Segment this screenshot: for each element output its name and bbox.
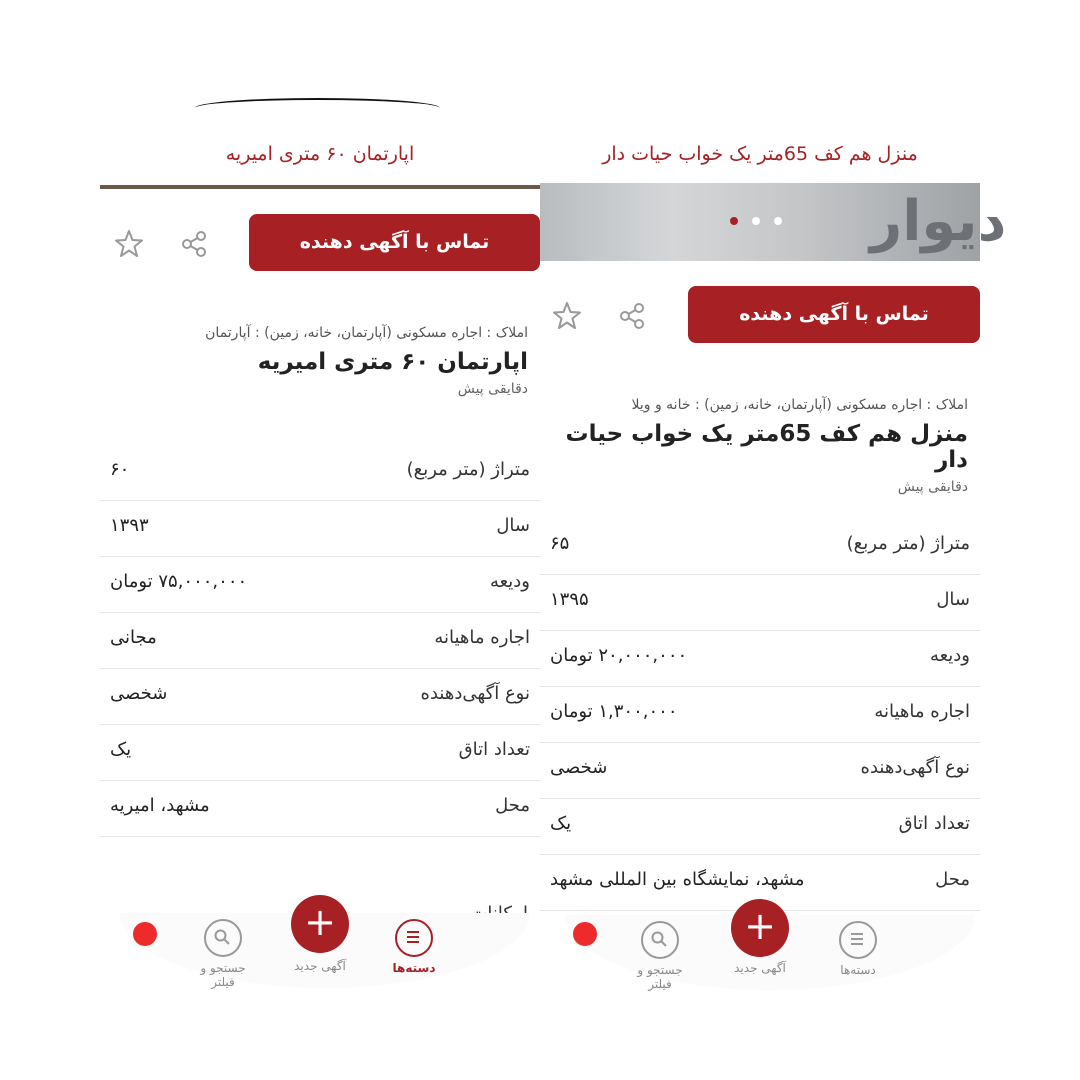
detail-value: شخصی (550, 757, 608, 778)
nav-label: دسته‌ها (392, 961, 436, 975)
detail-label: اجاره ماهیانه (874, 701, 970, 722)
share-icon[interactable] (617, 301, 647, 331)
gallery-pagination-dots[interactable] (730, 217, 782, 225)
detail-row-year (540, 575, 980, 631)
notification-badge (133, 922, 157, 946)
nav-search-filter[interactable] (625, 921, 695, 991)
ad-title-bar: اپارتمان ۶۰ متری امیریه (225, 143, 415, 165)
screen-edge-curve (195, 98, 440, 110)
ad-title: منزل هم کف 65متر یک خواب حیات دار (565, 421, 968, 473)
detail-value: ۷۵,۰۰۰,۰۰۰ تومان (110, 571, 248, 592)
ad-info (540, 397, 968, 495)
detail-row-rooms (100, 725, 540, 781)
detail-value: شخصی (110, 683, 168, 704)
detail-row-advertiser-type (540, 743, 980, 799)
nav-label: جستجو و فیلتر (637, 963, 683, 991)
ad-details-table (100, 445, 540, 837)
new-ad-plus-button[interactable] (291, 895, 349, 953)
plus-icon: + (304, 900, 336, 944)
detail-value: مشهد، نمایشگاه بین المللی مشهد (550, 869, 805, 890)
detail-value: ۲۰,۰۰۰,۰۰۰ تومان (550, 645, 688, 666)
detail-label: ودیعه (489, 571, 530, 592)
ad-image-gallery[interactable] (540, 183, 1007, 261)
search-icon (650, 930, 668, 948)
detail-value: ۱۳۹۵ (550, 589, 589, 610)
gallery-dot[interactable] (752, 217, 760, 225)
notification-badge (573, 922, 597, 946)
detail-label: اجاره ماهیانه (434, 627, 530, 648)
plus-icon: + (744, 904, 776, 948)
detail-value: مشهد، امیریه (110, 795, 210, 816)
posted-time: دقایقی پیش (457, 381, 528, 397)
nav-new-ad-label[interactable]: آگهی جدید (294, 959, 346, 973)
nav-search-circle (204, 919, 242, 957)
nav-label: دسته‌ها (840, 963, 876, 977)
category-breadcrumb[interactable]: املاک : اجاره مسکونی (آپارتمان، خانه، زمین) : خانه و ویلا (631, 397, 968, 413)
menu-icon (404, 928, 422, 946)
detail-label: محل (935, 869, 970, 890)
bottom-navigation (120, 900, 530, 989)
detail-row-location (100, 781, 540, 837)
detail-label: سال (496, 515, 530, 536)
detail-row-area (100, 445, 540, 501)
detail-label: محل (495, 795, 530, 816)
ad-info (100, 325, 528, 397)
menu-icon (848, 930, 866, 948)
detail-row-area (540, 519, 980, 575)
ad-title-bar: منزل هم کف 65متر یک خواب حیات دار (602, 143, 918, 165)
detail-value: یک (110, 739, 132, 760)
nav-search-circle (641, 921, 679, 959)
detail-label: تعداد اتاق (898, 813, 970, 834)
detail-row-deposit (540, 631, 980, 687)
contact-advertiser-button[interactable]: تماس با آگهی دهنده (688, 286, 980, 343)
bottom-navigation (565, 904, 975, 991)
divar-watermark: دیوار (870, 189, 1007, 254)
detail-label: متراژ (متر مربع) (406, 459, 530, 480)
detail-value: یک (550, 813, 572, 834)
nav-search-filter[interactable] (188, 919, 258, 989)
detail-value: ۶۰ (110, 459, 130, 480)
detail-value: ۱,۳۰۰,۰۰۰ تومان (550, 701, 678, 722)
gallery-dot-active[interactable] (730, 217, 738, 225)
detail-row-rent (100, 613, 540, 669)
detail-value: مجانی (110, 627, 157, 648)
gallery-dot[interactable] (774, 217, 782, 225)
detail-value: ۶۵ (550, 533, 570, 554)
detail-label: نوع آگهی‌دهنده (420, 683, 530, 704)
detail-row-year (100, 501, 540, 557)
bookmark-star-icon[interactable] (114, 229, 144, 259)
detail-value: ۱۳۹۳ (110, 515, 149, 536)
detail-label: نوع آگهی‌دهنده (860, 757, 970, 778)
detail-row-rooms (540, 799, 980, 855)
detail-label: سال (936, 589, 970, 610)
ad-details-table (540, 519, 980, 911)
nav-new-ad-label[interactable]: آگهی جدید (734, 961, 786, 975)
contact-advertiser-button[interactable]: تماس با آگهی دهنده (249, 214, 540, 271)
detail-row-advertiser-type (100, 669, 540, 725)
left-ad-screen (100, 95, 540, 995)
nav-categories[interactable] (384, 919, 444, 975)
detail-label: متراژ (متر مربع) (846, 533, 970, 554)
category-breadcrumb[interactable]: املاک : اجاره مسکونی (آپارتمان، خانه، زمین) : آپارتمان (205, 325, 528, 341)
detail-label: ودیعه (929, 645, 970, 666)
ad-title: اپارتمان ۶۰ متری امیریه (257, 349, 528, 375)
detail-row-deposit (100, 557, 540, 613)
detail-label: تعداد اتاق (458, 739, 530, 760)
ad-image-gallery[interactable] (100, 185, 540, 189)
posted-time: دقایقی پیش (897, 479, 968, 495)
search-icon (213, 928, 231, 946)
nav-label: جستجو و فیلتر (200, 961, 246, 989)
share-icon[interactable] (179, 229, 209, 259)
nav-categories-circle (395, 919, 433, 957)
right-ad-screen (540, 95, 1007, 995)
nav-categories-circle (839, 921, 877, 959)
bookmark-star-icon[interactable] (552, 301, 582, 331)
nav-categories[interactable] (828, 921, 888, 977)
new-ad-plus-button[interactable] (731, 899, 789, 957)
detail-row-rent (540, 687, 980, 743)
